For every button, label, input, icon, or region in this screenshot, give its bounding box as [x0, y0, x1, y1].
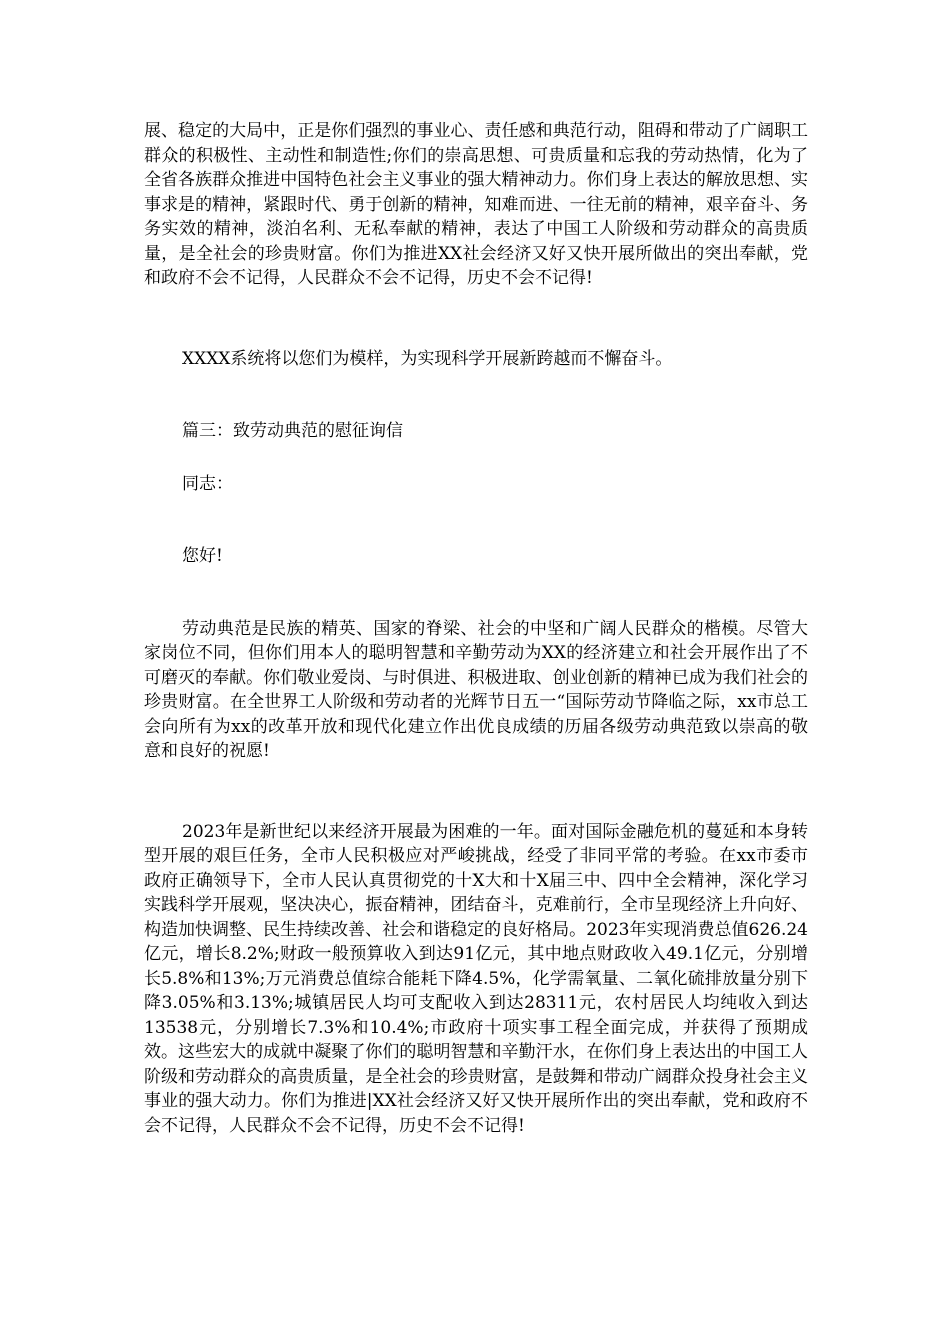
section-title: 篇三：致劳动典范的慰征询信: [182, 421, 403, 441]
greeting: 您好!: [182, 546, 223, 566]
salutation: 同志：: [182, 473, 233, 494]
document-body: [144, 119, 808, 1138]
paragraph-achievements: 2023年是新世纪以来经济开展最为困难的一年。面对国际金融危机的蔓延和本身转型开展的艰巨任务，全市人民积极应对严峻挑战，经受了非同平常的考验。在xx市委市政府正确领导下，全市人民认真贯彻党的十X大和十X届三中、四中全会精神，深化学习实践科学开展观，坚决决心，振奋精神，团结奋斗，克难前行，全市呈现经济上升向好、构造加快调整、民生持续改善、社会和谐稳定的良好格局。2023年实现消费总值626.24亿元，增长8.2%;财政一般预算收入到达91亿元，其中地点财政收入49.1亿元，分别增长5.8%和13%;万元消费总值综合能耗下降4.5%，化学需氧量、二氧化硫排放量分别下降3.05%和3.13%;城镇居民人均可支配收入到达28311元，农村居民人均纯收入到达13538元，分别增长7.3%和10.4%;市政府十项实事工程全面完成，并获得了预期成效。这些宏大的成就中凝聚了你们的聪明智慧和辛勤汗水，在你们身上表达出的中国工人阶级和劳动群众的高贵质量，是全社会的珍贵财富，是鼓舞和带动广阔群众投身社会主义事业的强大动力。你们为推进|XX社会经济又好又快开展所作出的突出奉献，党和政府不会不记得，人民群众不会不记得，历史不会不记得!: [144, 821, 808, 1136]
paragraph-tribute: 劳动典范是民族的精英、国家的脊梁、社会的中坚和广阔人民群众的楷模。尽管大家岗位不同，但你们用本人的聪明智慧和辛勤劳动为XX的经济建立和社会开展作出了不可磨灭的奉献。你们敬业爱岗、与时俱进、积极进取、创业创新的精神已成为我们社会的珍贵财富。在全世界工人阶级和劳动者的光辉节日五一“国际劳动节降临之际，xx市总工会向所有为xx的改革开放和现代化建立作出优良成绩的历届各级劳动典范致以崇高的敬意和良好的祝愿!: [144, 618, 808, 761]
paragraph-continuation: 展、稳定的大局中，正是你们强烈的事业心、责任感和典范行动，阻碍和带动了广阔职工群众的积极性、主动性和制造性;你们的崇高思想、可贵质量和忘我的劳动热情，化为了全省各族群众推进中国特色社会主义事业的强大精神动力。你们身上表达的解放思想、实事求是的精神，紧跟时代、勇于创新的精神，知难而进、一往无前的精神，艰辛奋斗、务务实效的精神，淡泊名利、无私奉献的精神，表达了中国工人阶级和劳动群众的高贵质量，是全社会的珍贵财富。你们为推进XX社会经济又好又快开展所做出的突出奉献，党和政府不会不记得，人民群众不会不记得，历史不会不记得!: [144, 121, 808, 288]
paragraph-commitment: XXXX系统将以您们为模样，为实现科学开展新跨越而不懈奋斗。: [182, 348, 673, 369]
